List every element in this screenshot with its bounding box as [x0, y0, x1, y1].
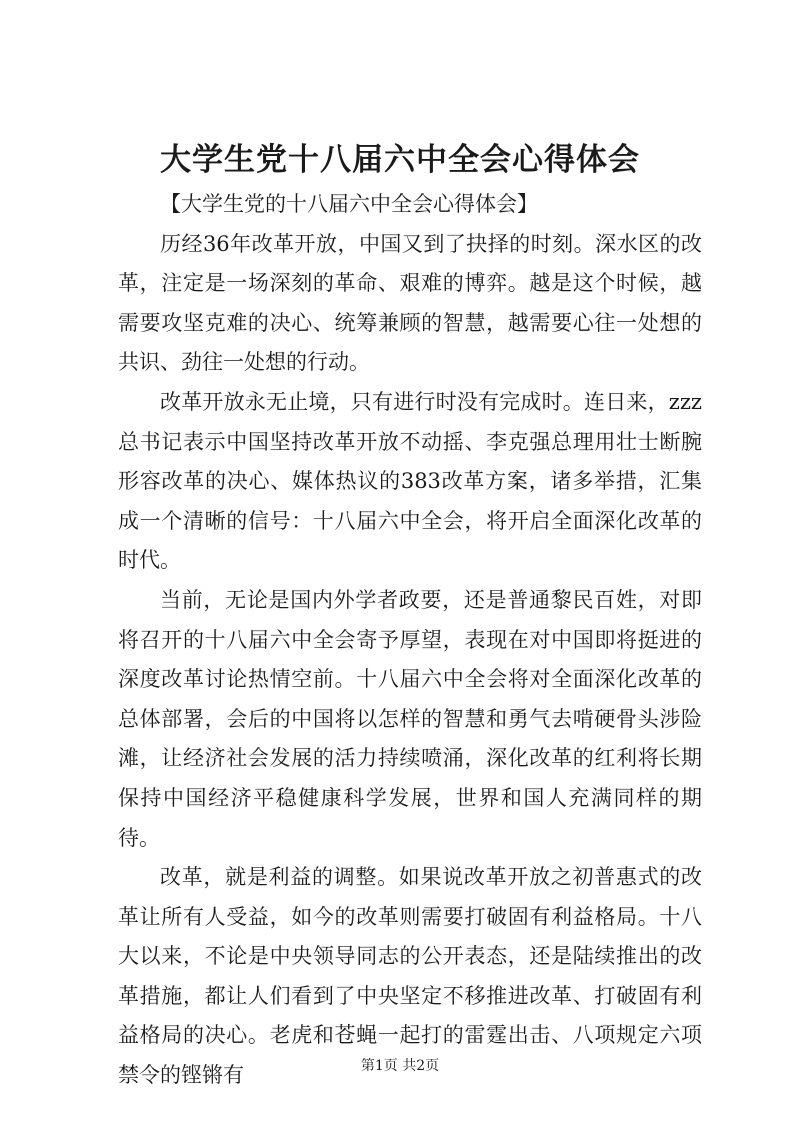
- body-paragraph: 改革，就是利益的调整。如果说改革开放之初普惠式的改革让所有人受益，如今的改革则需要打破固有利益格局。十八大以来，不论是中央领导同志的公开表态，还是陆续推出的改革措施，都让人们看到了中央坚定不移推进改革、打破固有利益格局的决心。老虎和苍蝇一起打的雷霆出击、八项规定六项禁令的铿锵有: [118, 865, 702, 1088]
- subtitle-paragraph: 【大学生党的十八届六中全会心得体会】: [160, 192, 538, 216]
- body-paragraph: 当前，无论是国内外学者政要，还是普通黎民百姓，对即将召开的十八届六中全会寄予厚望，表现在对中国即将挺进的深度改革讨论热情空前。十八届六中全会将对全面深化改革的总体部署，会后的中国将以怎样的智慧和勇气去啃硬骨头涉险滩，让经济社会发展的活力持续喷涌，深化改革的红利将长期保持中国经济平稳健康科学发展，世界和国人充满同样的期待。: [118, 587, 702, 850]
- page-number-footer: 第1页 共2页: [360, 1058, 440, 1074]
- page-title: 大学生党十八届六中全会心得体会: [160, 142, 640, 178]
- body-paragraph: 历经36年改革开放，中国又到了抉择的时刻。深水区的改革，注定是一场深刻的革命、艰难的博弈。越是这个时候，越需要攻坚克难的决心、统筹兼顾的智慧，越需要心往一处想的共识、劲往一处想的行动。: [118, 231, 702, 375]
- document-body: [118, 185, 702, 1096]
- body-paragraph: 改革开放永无止境，只有进行时没有完成时。连日来，zzz总书记表示中国坚持改革开放不动摇、李克强总理用壮士断腕形容改革的决心、媒体热议的383改革方案，诸多举措，汇集成一个清晰的信号：十八届六中全会，将开启全面深化改革的时代。: [118, 389, 702, 573]
